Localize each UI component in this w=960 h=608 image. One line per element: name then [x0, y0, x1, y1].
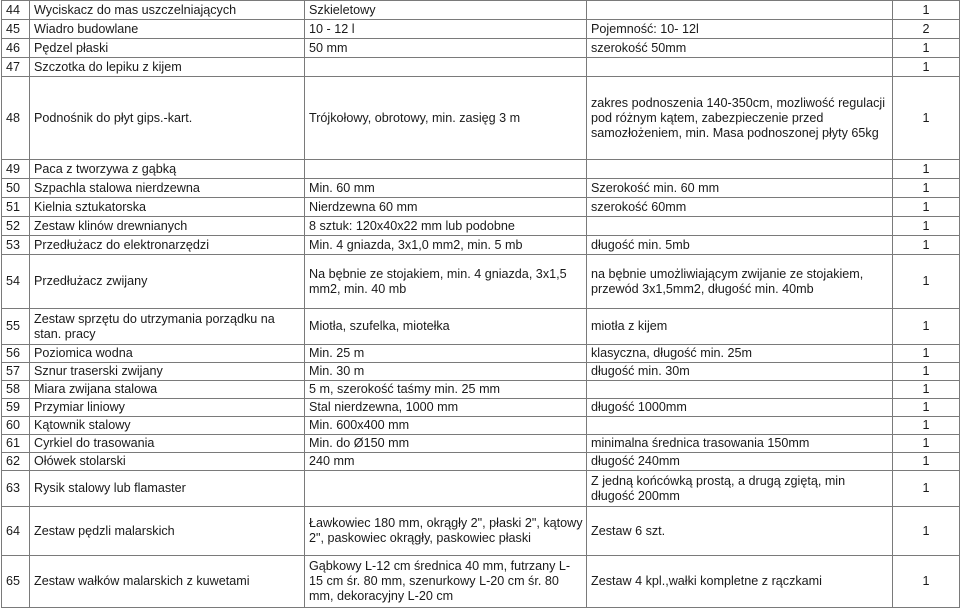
- item-name: Poziomica wodna: [30, 345, 305, 363]
- item-quantity: 1: [893, 309, 960, 345]
- row-number: 49: [2, 160, 30, 179]
- row-number: 47: [2, 58, 30, 77]
- item-name: Podnośnik do płyt gips.-kart.: [30, 77, 305, 160]
- item-name: Wyciskacz do mas uszczelniających: [30, 1, 305, 20]
- item-extra-spec: Pojemność: 10- 12l: [587, 20, 893, 39]
- item-requirement: 5 m, szerokość taśmy min. 25 mm: [305, 381, 587, 399]
- item-name: Przedłużacz do elektronarzędzi: [30, 236, 305, 255]
- item-extra-spec: Zestaw 6 szt.: [587, 507, 893, 556]
- item-requirement: 50 mm: [305, 39, 587, 58]
- item-requirement: Min. 4 gniazda, 3x1,0 mm2, min. 5 mb: [305, 236, 587, 255]
- item-name: Przedłużacz zwijany: [30, 255, 305, 309]
- table-row: [2, 255, 960, 309]
- item-quantity: 1: [893, 363, 960, 381]
- item-extra-spec: miotła z kijem: [587, 309, 893, 345]
- item-requirement: Szkieletowy: [305, 1, 587, 20]
- item-extra-spec: [587, 381, 893, 399]
- item-requirement: Min. 60 mm: [305, 179, 587, 198]
- item-name: Przymiar liniowy: [30, 399, 305, 417]
- table-row: [2, 345, 960, 363]
- item-extra-spec: minimalna średnica trasowania 150mm: [587, 435, 893, 453]
- item-name: Ołówek stolarski: [30, 453, 305, 471]
- row-number: 48: [2, 77, 30, 160]
- table-row: [2, 1, 960, 20]
- row-number: 60: [2, 417, 30, 435]
- item-quantity: 1: [893, 381, 960, 399]
- row-number: 59: [2, 399, 30, 417]
- item-name: Wiadro budowlane: [30, 20, 305, 39]
- item-quantity: 1: [893, 58, 960, 77]
- row-number: 63: [2, 471, 30, 507]
- equipment-table: [1, 0, 960, 608]
- item-name: Cyrkiel do trasowania: [30, 435, 305, 453]
- row-number: 56: [2, 345, 30, 363]
- item-name: Paca z tworzywa z gąbką: [30, 160, 305, 179]
- item-name: Miara zwijana stalowa: [30, 381, 305, 399]
- item-extra-spec: klasyczna, długość min. 25m: [587, 345, 893, 363]
- item-quantity: 1: [893, 507, 960, 556]
- table-row: [2, 198, 960, 217]
- item-requirement: Min. 30 m: [305, 363, 587, 381]
- item-quantity: 1: [893, 255, 960, 309]
- item-quantity: 1: [893, 1, 960, 20]
- item-name: Sznur traserski zwijany: [30, 363, 305, 381]
- item-requirement: [305, 58, 587, 77]
- item-requirement: [305, 160, 587, 179]
- item-requirement: Ławkowiec 180 mm, okrągły 2", płaski 2", kątowy 2", paskowiec okrągły, paskowiec płaski: [305, 507, 587, 556]
- item-requirement: [305, 471, 587, 507]
- item-quantity: 1: [893, 39, 960, 58]
- row-number: 55: [2, 309, 30, 345]
- item-extra-spec: długość min. 5mb: [587, 236, 893, 255]
- table-row: [2, 39, 960, 58]
- table-row: [2, 179, 960, 198]
- item-extra-spec: długość min. 30m: [587, 363, 893, 381]
- table-row: [2, 20, 960, 39]
- table-row: [2, 58, 960, 77]
- row-number: 45: [2, 20, 30, 39]
- item-name: Zestaw klinów drewnianych: [30, 217, 305, 236]
- item-quantity: 1: [893, 160, 960, 179]
- item-requirement: Min. 600x400 mm: [305, 417, 587, 435]
- item-quantity: 1: [893, 345, 960, 363]
- item-quantity: 1: [893, 556, 960, 608]
- row-number: 46: [2, 39, 30, 58]
- item-extra-spec: [587, 217, 893, 236]
- row-number: 65: [2, 556, 30, 608]
- item-quantity: 1: [893, 417, 960, 435]
- row-number: 58: [2, 381, 30, 399]
- table-row: [2, 471, 960, 507]
- item-requirement: Trójkołowy, obrotowy, min. zasięg 3 m: [305, 77, 587, 160]
- item-extra-spec: Zestaw 4 kpl.,wałki kompletne z rączkami: [587, 556, 893, 608]
- item-quantity: 1: [893, 399, 960, 417]
- item-extra-spec: zakres podnoszenia 140-350cm, mozliwość regulacji pod różnym kątem, zabezpieczenie przed samozłożeniem, min. Masa podnoszonej płyty 65kg: [587, 77, 893, 160]
- item-name: Zestaw wałków malarskich z kuwetami: [30, 556, 305, 608]
- item-requirement: Na bębnie ze stojakiem, min. 4 gniazda, 3x1,5 mm2, min. 40 mb: [305, 255, 587, 309]
- item-extra-spec: Z jedną końcówką prostą, a drugą zgiętą, min długość 200mm: [587, 471, 893, 507]
- row-number: 50: [2, 179, 30, 198]
- item-name: Kielnia sztukatorska: [30, 198, 305, 217]
- row-number: 51: [2, 198, 30, 217]
- item-requirement: Gąbkowy L-12 cm średnica 40 mm, futrzany L-15 cm śr. 80 mm, szenurkowy L-20 cm śr. 80 mm, dekoracyjny L-20 cm: [305, 556, 587, 608]
- item-requirement: Nierdzewna 60 mm: [305, 198, 587, 217]
- item-extra-spec: [587, 58, 893, 77]
- item-requirement: 240 mm: [305, 453, 587, 471]
- item-extra-spec: szerokość 50mm: [587, 39, 893, 58]
- item-extra-spec: długość 1000mm: [587, 399, 893, 417]
- table-row: [2, 381, 960, 399]
- table-row: [2, 309, 960, 345]
- item-requirement: Stal nierdzewna, 1000 mm: [305, 399, 587, 417]
- row-number: 61: [2, 435, 30, 453]
- item-quantity: 1: [893, 435, 960, 453]
- table-row: [2, 507, 960, 556]
- item-extra-spec: [587, 160, 893, 179]
- table-row: [2, 363, 960, 381]
- item-requirement: 8 sztuk: 120x40x22 mm lub podobne: [305, 217, 587, 236]
- item-quantity: 1: [893, 453, 960, 471]
- item-extra-spec: na bębnie umożliwiającym zwijanie ze stojakiem, przewód 3x1,5mm2, długość min. 40mb: [587, 255, 893, 309]
- item-quantity: 1: [893, 471, 960, 507]
- table-row: [2, 453, 960, 471]
- table-row: [2, 417, 960, 435]
- item-extra-spec: [587, 417, 893, 435]
- item-quantity: 1: [893, 198, 960, 217]
- row-number: 62: [2, 453, 30, 471]
- item-name: Szczotka do lepiku z kijem: [30, 58, 305, 77]
- item-requirement: Min. 25 m: [305, 345, 587, 363]
- item-name: Kątownik stalowy: [30, 417, 305, 435]
- row-number: 53: [2, 236, 30, 255]
- table-row: [2, 556, 960, 608]
- item-quantity: 1: [893, 179, 960, 198]
- table-row: [2, 399, 960, 417]
- row-number: 54: [2, 255, 30, 309]
- item-extra-spec: długość 240mm: [587, 453, 893, 471]
- row-number: 64: [2, 507, 30, 556]
- item-quantity: 1: [893, 217, 960, 236]
- table-row: [2, 217, 960, 236]
- item-requirement: Min. do Ø150 mm: [305, 435, 587, 453]
- item-quantity: 1: [893, 77, 960, 160]
- item-requirement: 10 - 12 l: [305, 20, 587, 39]
- item-extra-spec: Szerokość min. 60 mm: [587, 179, 893, 198]
- table-row: [2, 77, 960, 160]
- table-row: [2, 236, 960, 255]
- row-number: 44: [2, 1, 30, 20]
- item-quantity: 1: [893, 236, 960, 255]
- item-name: Szpachla stalowa nierdzewna: [30, 179, 305, 198]
- row-number: 52: [2, 217, 30, 236]
- item-extra-spec: [587, 1, 893, 20]
- item-name: Zestaw sprzętu do utrzymania porządku na stan. pracy: [30, 309, 305, 345]
- table-body: [2, 1, 960, 608]
- table-row: [2, 435, 960, 453]
- item-extra-spec: szerokość 60mm: [587, 198, 893, 217]
- item-name: Rysik stalowy lub flamaster: [30, 471, 305, 507]
- item-requirement: Miotła, szufelka, miotełka: [305, 309, 587, 345]
- item-quantity: 2: [893, 20, 960, 39]
- item-name: Pędzel płaski: [30, 39, 305, 58]
- row-number: 57: [2, 363, 30, 381]
- table-row: [2, 160, 960, 179]
- item-name: Zestaw pędzli malarskich: [30, 507, 305, 556]
